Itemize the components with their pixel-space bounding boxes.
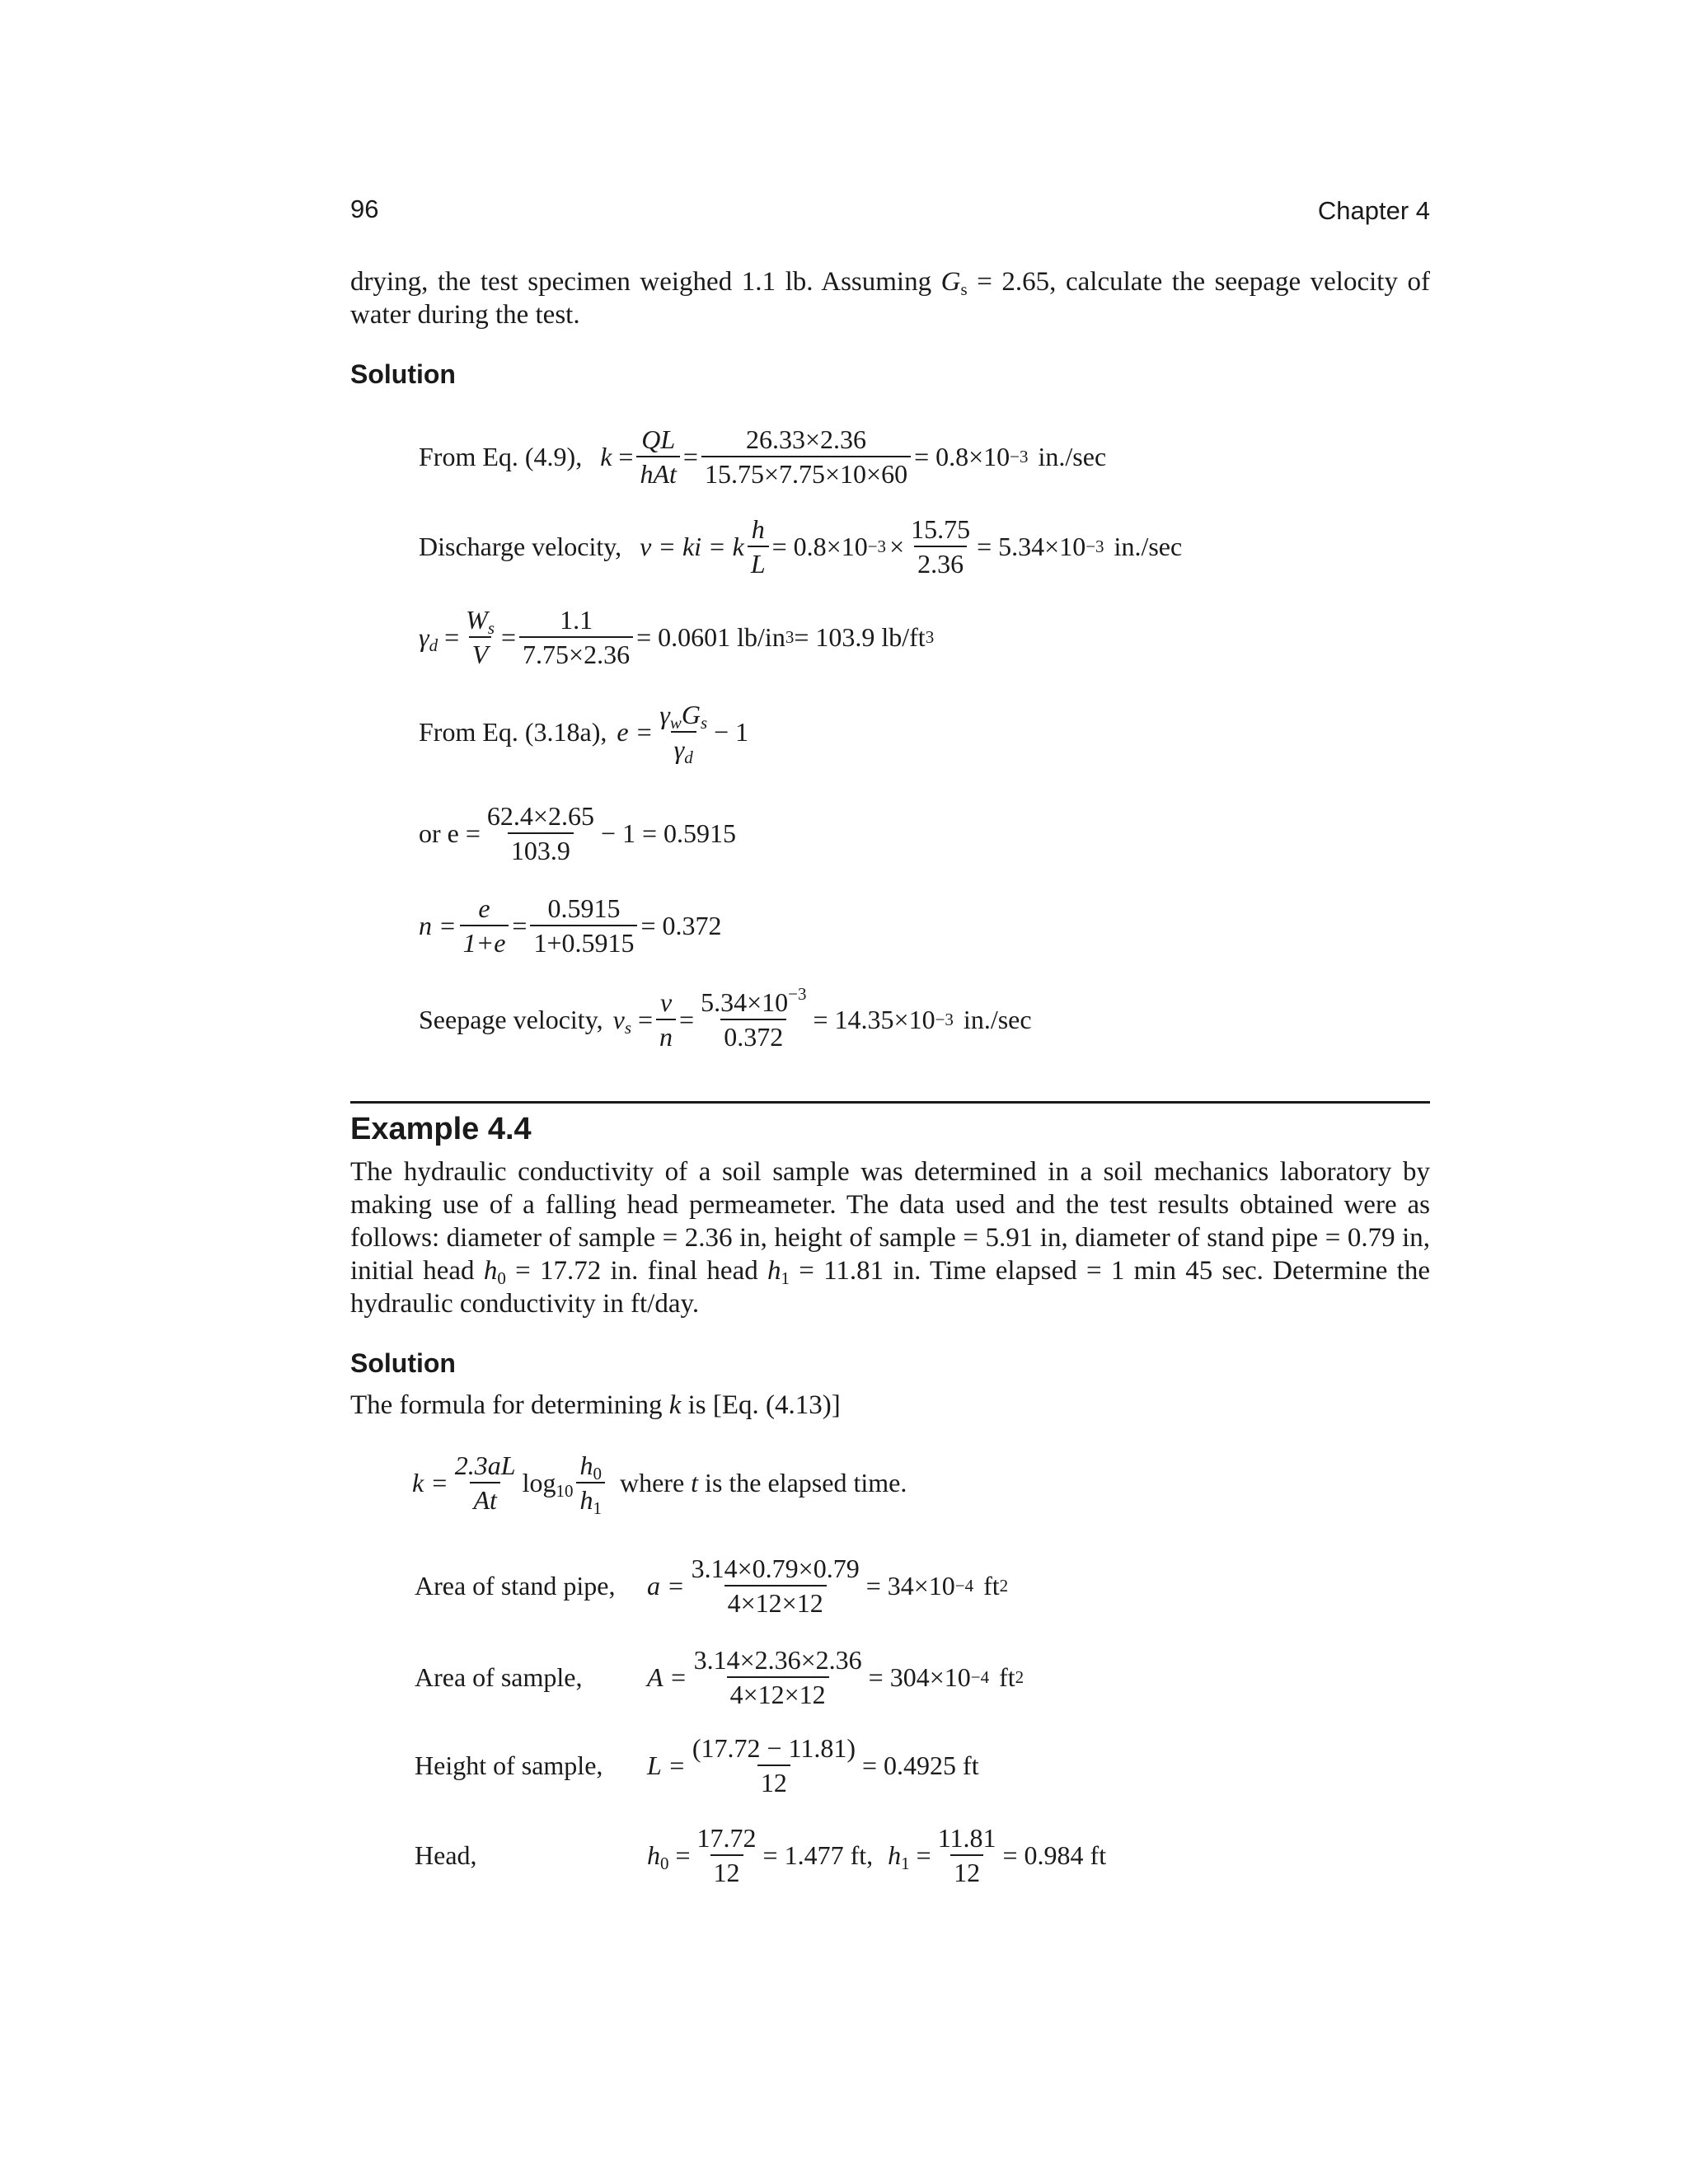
equation-void-ratio-value: or e = $\frac{62.4\times 2.65}{103.9}$ − 1 = 0.5915 <box>419 801 737 865</box>
equation-discharge-velocity: Discharge velocity, v = ki = k $\frac{h}{L}$ = 0.8×10 −3 × $\frac{15.75}{2.36}$ = 5.34×10 −3 in./sec <box>419 514 1183 579</box>
equation-dry-unit-weight: $\gamma_d$ = $\frac{W_s}{V}$ = $\frac{1.1}{7.75\times 2.36}$ = 0.0601 lb/in 3 = 103.9 lb/ft 3 <box>419 605 935 669</box>
section-divider <box>350 1101 1430 1104</box>
equation-seepage-velocity: Seepage velocity, $v_s$ = $\frac{v}{n}$ = $\frac{5.34\times 10^{-3}}{0.372}$ = 14.35×10 −3 in./sec <box>419 984 1032 1052</box>
equation-porosity: n = $\frac{e}{1+e}$ = $\frac{0.5915}{1+0.5915}$ = 0.372 <box>419 893 722 958</box>
equation-head: Head, $h_0$ = $\frac{17.72}{12}$ = 1.477 ft, $h_1$ = $\frac{11.81}{12}$ = 0.984 ft <box>415 1823 1107 1887</box>
chapter-label: Chapter 4 <box>1317 196 1430 225</box>
equation-height-sample: Height of sample, L = $\frac{(17.72 - 11.81)}{12}$ = 0.4925 ft <box>415 1733 979 1797</box>
equation-void-ratio-formula: From Eq. (3.18a), e = $\frac{\gamma_wG_s}{\gamma_d}$ − 1 <box>419 700 749 767</box>
equation-area-sample: Area of sample, A = $\frac{3.14\times 2.36\times 2.36}{4\times 12\times 12}$ = 304×10 −4 ft 2 <box>415 1645 1025 1709</box>
equation-area-stand-pipe: Area of stand pipe, a = $\frac{3.14\times 0.79\times 0.79}{4\times 12\times 12}$ = 34×10 −4 ft 2 <box>415 1554 1009 1618</box>
example-paragraph: The hydraulic conductivity of a soil sample was determined in a soil mechanics laboratory by making use of a falling head permeameter. The data used and the test results obtained were as follows: diameter of sample = 2.36 in, height of sample = 5.91 in, diameter of stand pipe = 0.79 in, initial head $h_0 = 17.72$ in. final head $h_1 = 11.81$ in. Time elapsed = 1 min 45 sec. Determine the hydraulic conductivity in ft/day. <box>350 1157 1430 1319</box>
intro-paragraph: drying, the test specimen weighed 1.1 lb. Assuming $G_s = 2.65$, calculate the seepage velocity of water during the test. <box>350 267 1430 330</box>
solution-heading: Solution <box>350 359 456 389</box>
equation-falling-head: k = $\frac{2.3aL}{At}$ $\log_{10}$ $\frac{h_0}{h_1}$ where t is the elapsed time. <box>412 1451 907 1518</box>
page-number: 96 <box>350 194 379 223</box>
formula-intro: The formula for determining k is [Eq. (4.13)] <box>350 1390 841 1420</box>
example-heading: Example 4.4 <box>350 1112 532 1146</box>
equation-hydraulic-conductivity: From Eq. (4.9), k = $\frac{QL}{\text{hAt}}$ = $\frac{26.33\times 2.36}{15.75\times 7.75\times 10\times 60}$ = 0.8×10 −3 in./sec <box>419 424 1107 489</box>
solution-heading-2: Solution <box>350 1348 456 1378</box>
